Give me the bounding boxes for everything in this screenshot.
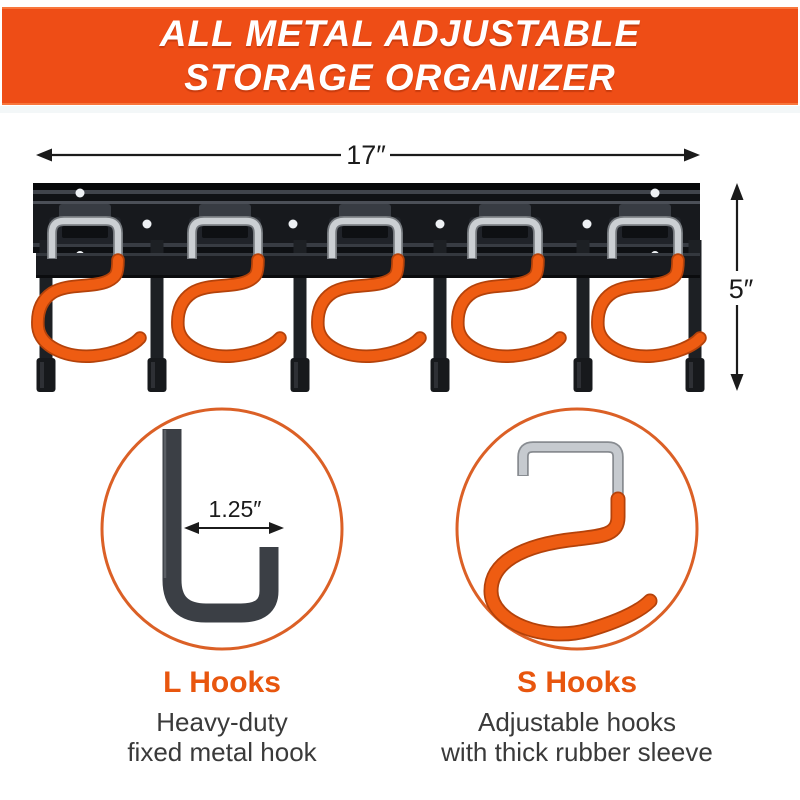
s-hook-callout-circle <box>457 409 697 649</box>
banner-title-line1: ALL METAL ADJUSTABLE <box>159 13 641 55</box>
arrow-right-icon <box>684 149 700 162</box>
height-dimension-label: 5″ <box>728 274 754 304</box>
hook-depth-dimension-label: 1.25″ <box>208 496 262 522</box>
l-hook-desc-line1: Heavy-duty <box>156 707 288 737</box>
mounting-hole <box>143 220 152 229</box>
rail-lower-strip <box>36 253 700 278</box>
width-dimension-label: 17″ <box>346 140 386 170</box>
banner-title-line2: STORAGE ORGANIZER <box>184 57 616 98</box>
arrow-down-icon <box>731 374 744 391</box>
height-dimension <box>729 183 754 391</box>
s-hook-desc-line2: with thick rubber sleeve <box>441 737 713 768</box>
l-hook-desc-line2: fixed metal hook <box>127 737 317 768</box>
mounting-hole <box>651 189 660 198</box>
width-dimension <box>36 140 700 170</box>
s-hook-caption <box>427 666 727 767</box>
mounting-hole <box>289 220 298 229</box>
s-hook-title: S Hooks <box>516 666 638 699</box>
s-hook-desc-line1: Adjustable hooks <box>477 707 677 737</box>
l-hook-callout-circle <box>102 409 342 649</box>
arrow-left-icon <box>36 149 52 162</box>
mounting-hole <box>583 220 592 229</box>
arrow-up-icon <box>731 183 744 200</box>
l-hook-caption <box>72 666 372 767</box>
l-hook-title: L Hooks <box>163 666 281 699</box>
mounting-hole <box>76 189 85 198</box>
mounting-hole <box>436 220 445 229</box>
